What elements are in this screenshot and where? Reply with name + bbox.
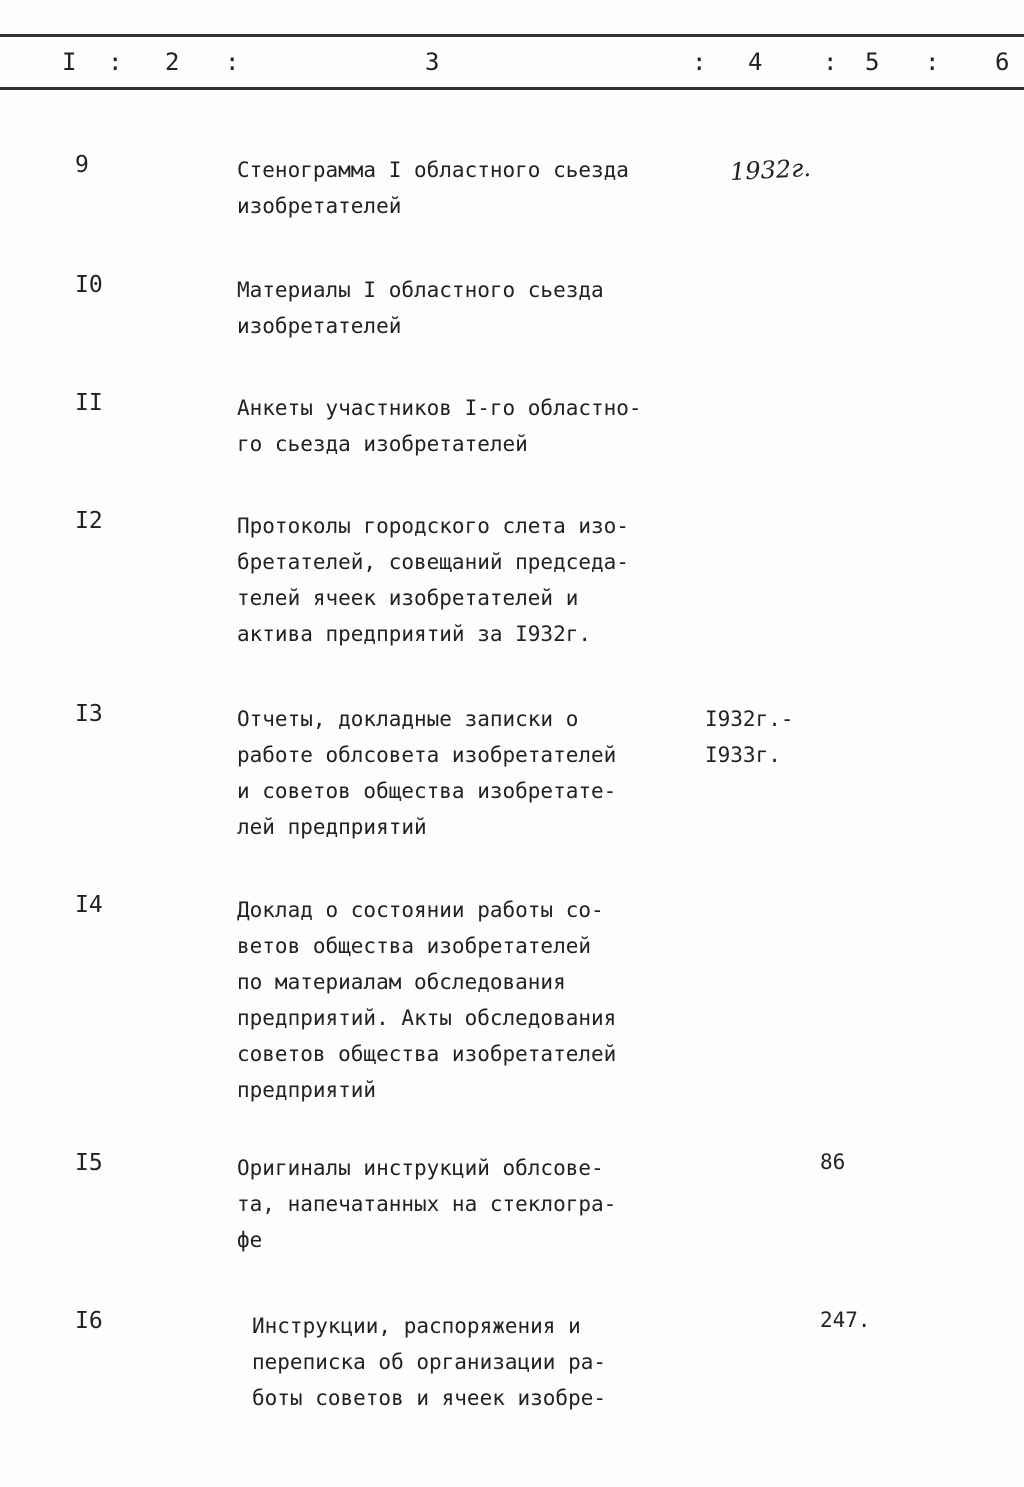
entry-title: Отчеты, докладные записки о работе облсовета изобретателей и советов общества изобретате- лей предприятий — [237, 707, 617, 839]
entry-number: I3 — [75, 701, 103, 727]
col-sep: : — [925, 48, 940, 76]
entry-title: Доклад о состоянии работы со- ветов общества изобретателей по материалам обследования предприятий. Акты обследования советов общества изобретателей предприятий — [237, 898, 617, 1102]
header-bottom-rule — [0, 87, 1024, 90]
entry-title: Оригиналы инструкций облсове- та, напечатанных на стеклогра- фе — [237, 1156, 617, 1252]
entry-number: I5 — [75, 1150, 103, 1176]
entry-sheet-count: 247. — [820, 1308, 871, 1332]
col-header-6: 6 — [995, 48, 1010, 76]
entry-number: II — [75, 390, 103, 416]
entry-number: I6 — [75, 1308, 103, 1334]
col-header-4: 4 — [748, 48, 763, 76]
entry-title: Инструкции, распоряжения и переписка об организации ра- боты советов и ячеек изобре- — [252, 1314, 607, 1410]
col-sep: : — [108, 48, 123, 76]
col-sep: : — [225, 48, 240, 76]
col-header-1: I — [62, 48, 77, 76]
entry-title: Протоколы городского слета изо- бретателей, совещаний председа- телей ячеек изобретателей и актива предприятий за I932г. — [237, 514, 629, 646]
entry-sheet-count: 86 — [820, 1150, 846, 1174]
entry-title: Анкеты участников I-го областно- го сьезда изобретателей — [237, 396, 642, 456]
entry-dates: I932г.- I933г. — [705, 707, 794, 767]
entry-title: Материалы I областного сьезда изобретателей — [237, 278, 604, 338]
entry-title: Стенограмма I областного сьезда изобретателей — [237, 158, 629, 218]
col-sep: : — [823, 48, 838, 76]
entry-number: I0 — [75, 272, 103, 298]
col-header-3: 3 — [425, 48, 440, 76]
entry-number: 9 — [75, 152, 89, 178]
entry-number: I2 — [75, 508, 103, 534]
entry-dates-handwritten: 1932г. — [729, 153, 812, 187]
col-header-5: 5 — [865, 48, 880, 76]
top-rule — [0, 34, 1024, 37]
entry-number: I4 — [75, 892, 103, 918]
col-sep: : — [692, 48, 707, 76]
col-header-2: 2 — [165, 48, 180, 76]
